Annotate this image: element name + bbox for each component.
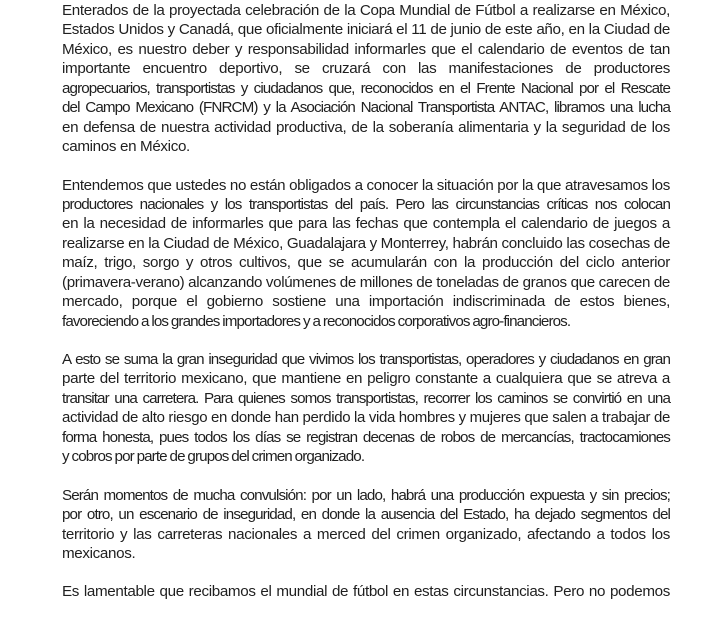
text-line: parte del territorio mexicano, que mantiene en peligro constante a cualquiera que se atreva a xyxy=(62,370,670,388)
text-line: transitar una carretera. Para quienes somos transportistas, recorrer los caminos se convirtió en una xyxy=(62,389,670,407)
paragraph-5 xyxy=(62,582,670,601)
text-line: maíz, trigo, sorgo y otros cultivos, que se acumularán con la producción del ciclo anterior xyxy=(62,254,670,272)
text-line: México, es nuestro deber y responsabilidad informarles que el calendario de eventos de tan xyxy=(62,40,670,58)
text-line: en defensa de nuestra actividad productiva, de la soberanía alimentaria y la seguridad de los xyxy=(62,118,670,136)
text-line: Es lamentable que recibamos el mundial de fútbol en estas circunstancias. Pero no podemos xyxy=(62,583,670,601)
text-line: actividad de alto riesgo en donde han perdido la vida hombres y mujeres que salen a trabajar de xyxy=(62,409,670,427)
text-line: forma honesta, pues todos los días se registran decenas de robos de mercancías, tractocamiones xyxy=(62,428,670,446)
text-line: Entendemos que ustedes no están obligados a conocer la situación por la que atravesamos los xyxy=(62,176,670,194)
text-line: y cobros por parte de grupos del crimen organizado. xyxy=(62,448,365,466)
text-line: territorio y las carreteras nacionales a merced del crimen organizado, afectando a todos los xyxy=(62,525,670,543)
text-line: en la necesidad de informarles que para las fechas que contempla el calendario de juegos a xyxy=(62,215,670,233)
text-line: por otro, un escenario de inseguridad, en donde la ausencia del Estado, ha dejado segmentos del xyxy=(62,506,670,524)
text-line: productores nacionales y los transportistas del país. Pero las circunstancias críticas nos colocan xyxy=(62,195,670,213)
text-line: caminos en México. xyxy=(62,138,190,156)
text-line: del Campo Mexicano (FNRCM) y la Asociación Nacional Transportista ANTAC, libramos una lucha xyxy=(62,99,670,117)
text-line: (primavera-verano) alcanzando volúmenes de millones de toneladas de granos que carecen de xyxy=(62,273,670,291)
text-line: realizarse en la Ciudad de México, Guadalajara y Monterrey, habrán concluido las cosechas de xyxy=(62,234,670,252)
text-line: Enterados de la proyectada celebración de la Copa Mundial de Fútbol a realizarse en México, xyxy=(62,2,670,19)
paragraph-4 xyxy=(62,486,670,564)
text-line: Estados Unidos y Canadá, que oficialmente iniciará el 11 de junio de este año, en la Ciudad de xyxy=(62,21,670,39)
text-line: favoreciendo a los grandes importadores y a reconocidos corporativos agro-financieros. xyxy=(62,312,571,330)
document-body xyxy=(62,1,670,621)
text-line: Serán momentos de mucha convulsión: por un lado, habrá una producción expuesta y sin precios; xyxy=(62,486,670,504)
paragraph-1 xyxy=(62,1,670,157)
text-line: agropecuarios, transportistas y ciudadanos que, reconocidos en el Frente Nacional por el Rescate xyxy=(62,79,670,97)
text-line: importante encuentro deportivo, se cruzará con las manifestaciones de productores xyxy=(62,60,670,78)
text-line: mexicanos. xyxy=(62,544,136,562)
text-line: A esto se suma la gran inseguridad que vivimos los transportistas, operadores y ciudadanos en gran xyxy=(62,351,670,368)
text-line: mercado, porque el gobierno sostiene una importación indiscriminada de estos bienes, xyxy=(62,293,670,311)
paragraph-3 xyxy=(62,350,670,467)
paragraph-2 xyxy=(62,176,670,332)
